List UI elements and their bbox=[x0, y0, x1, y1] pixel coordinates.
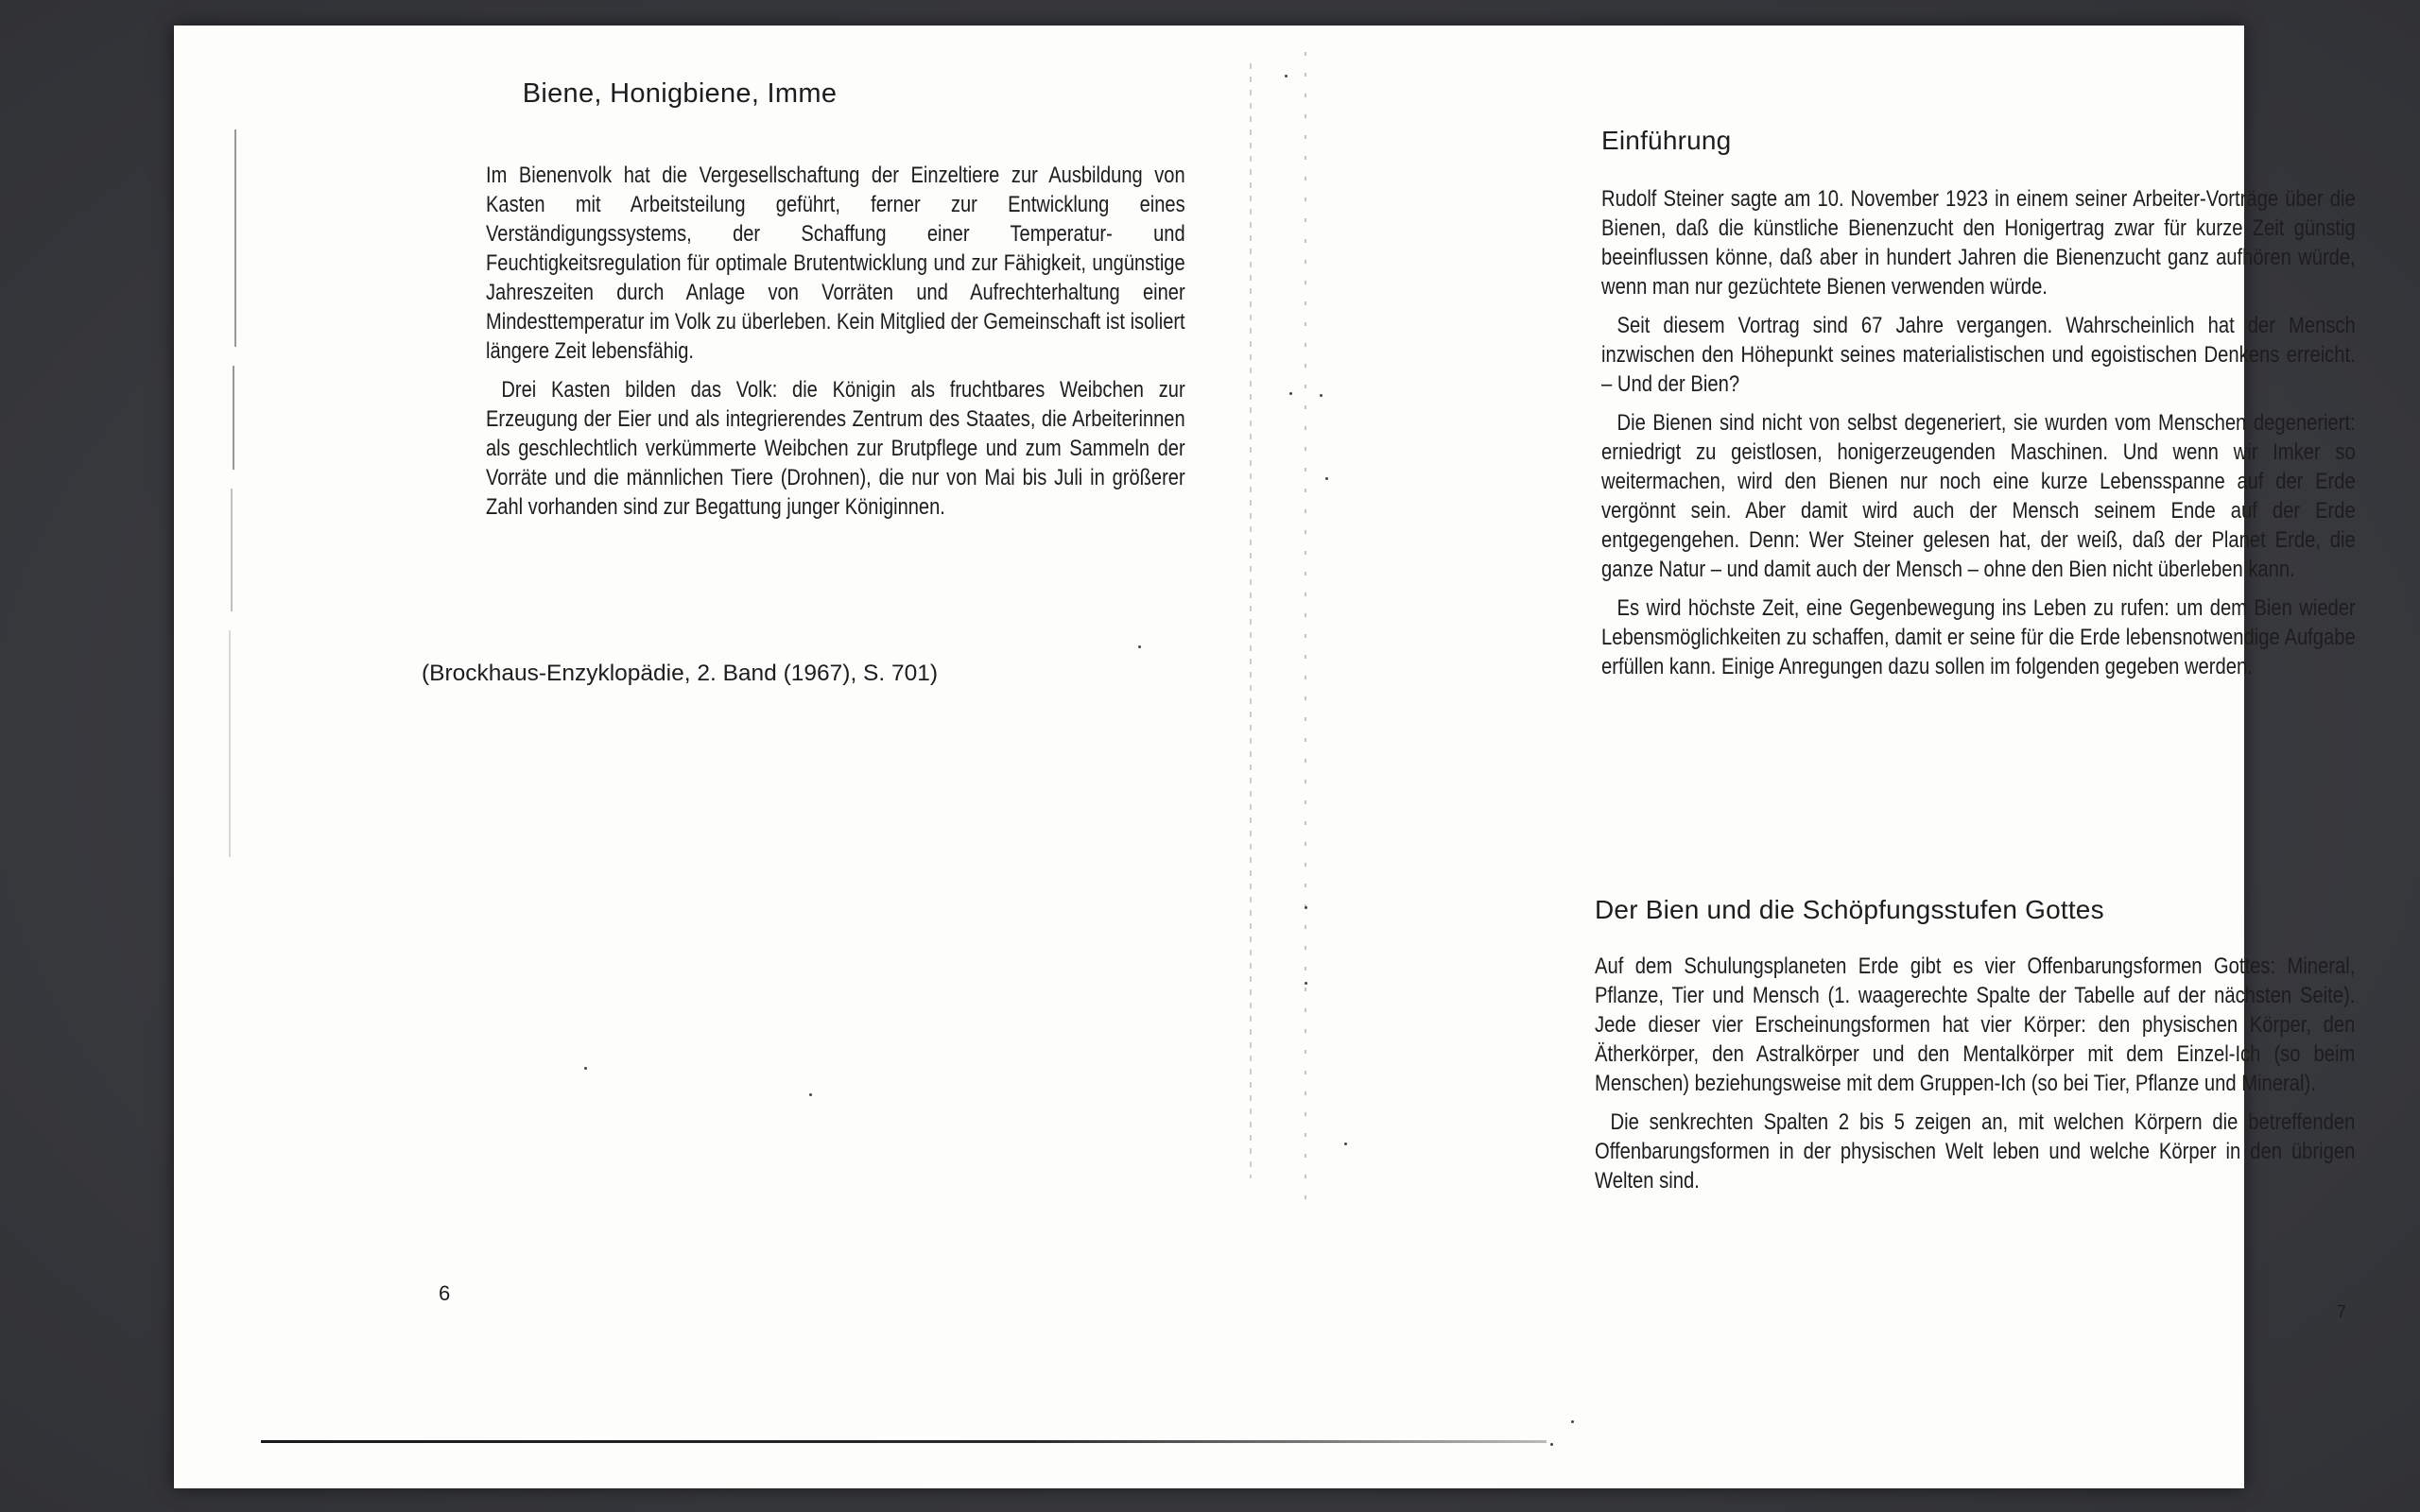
right-paragraph: Es wird höchste Zeit, eine Gegenbewegung ins Leben zu rufen: um dem Bien wieder Lebensmöglichkeiten zu schaffen, damit er seine für die Erde lebensnotwendige Aufgabe erfüllen kann. Einige Anregungen dazu sollen im folgenden gegeben werden. bbox=[1601, 595, 2356, 679]
left-page-title: Biene, Honigbiene, Imme bbox=[522, 78, 838, 109]
section-body-einfuehrung bbox=[1601, 184, 2356, 691]
right-paragraph: Auf dem Schulungsplaneten Erde gibt es vier Offenbarungsformen Gottes: Mineral, Pflanze, Tier und Mensch (1. waagerechte Spalte der Tabelle auf der nächsten Seite). Jede dieser vier Erscheinungsformen hat vier Körper: den physischen Körper, den Ätherkörper, den Astralkörper und den Mentalkörper mit dem Einzel-Ich (so beim Menschen) beziehungsweise mit dem Gruppen-Ich (so bei Tier, Pflanze und Mineral). bbox=[1595, 954, 2356, 1096]
left-page-body bbox=[486, 161, 1185, 531]
citation: (Brockhaus-Enzyklopädie, 2. Band (1967), S. 701) bbox=[421, 661, 939, 686]
left-paragraph: Drei Kasten bilden das Volk: die Königin als fruchtbares Weibchen zur Erzeugung der Eier und als integrierendes Zentrum des Staates, die Arbeiterinnen als geschlechtlich verkümmerte Weibchen zur Brutpflege und zum Sammeln der Vorräte und die männlichen Tiere (Drohnen), die nur von Mai bis Juli in größerer Zahl vorhanden sind zur Begattung junger Königinnen. bbox=[486, 377, 1185, 520]
section-heading-einfuehrung: Einführung bbox=[1601, 126, 1732, 155]
right-paragraph: Rudolf Steiner sagte am 10. November 1923 in einem seiner Arbeiter-Vorträge über die Bienen, daß die künstliche Bienenzucht den Honigertrag zwar für kurze Zeit günstig beeinflussen könne, daß aber in hundert Jahren die Bienenzucht ganz aufhören würde, wenn man nur gezüchtete Bienen verwenden würde. bbox=[1601, 186, 2356, 300]
left-paragraph: Im Bienenvolk hat die Vergesellschaftung der Einzeltiere zur Ausbildung von Kasten mit Arbeitsteilung geführt, ferner zur Entwicklung eines Verständigungssystems, der Schaffung einer Temperatur- und Feuchtigkeitsregulation für optimale Brutentwicklung und zur Fähigkeit, ungünstige Jahreszeiten durch Anlage von Vorräten und Aufrechterhaltung einer Mindesttemperatur im Volk zu überleben. Kein Mitglied der Gemeinschaft ist isoliert längere Zeit lebensfähig. bbox=[486, 163, 1185, 364]
page-number: 6 bbox=[439, 1281, 451, 1305]
section-body-schoepfungsstufen bbox=[1595, 952, 2355, 1205]
section-heading-schoepfungsstufen: Der Bien und die Schöpfungsstufen Gottes bbox=[1595, 895, 2104, 924]
right-page bbox=[1289, 26, 2356, 1488]
page-number: 7 bbox=[2337, 1302, 2347, 1321]
right-paragraph: Die Bienen sind nicht von selbst degeneriert, sie wurden vom Menschen degeneriert: erniedrigt zu geistlosen, honigerzeugenden Maschinen. Und wenn wir Imker so weitermachen, wird den Bienen nur noch eine kurze Lebensspanne auf der Erde vergönnt sein. Aber damit wird auch der Mensch seinem Ende auf der Erde entgegengehen. Denn: Wer Steiner gelesen hat, der weiß, daß der Planet Erde, die ganze Natur – und damit auch der Mensch – ohne den Bien nicht überleben kann. bbox=[1601, 410, 2356, 582]
right-paragraph: Seit diesem Vortrag sind 67 Jahre vergangen. Wahrscheinlich hat der Mensch inzwischen den Höhepunkt seines materialistischen und egoistischen Denkens erreicht. – Und der Bien? bbox=[1601, 313, 2356, 397]
left-page bbox=[174, 26, 1289, 1488]
scanned-page-spread bbox=[174, 26, 2356, 1488]
right-paragraph: Die senkrechten Spalten 2 bis 5 zeigen an, mit welchen Körpern die betreffenden Offenbarungsformen in der physischen Welt leben und welche Körper in den übrigen Welten sind. bbox=[1595, 1109, 2356, 1194]
